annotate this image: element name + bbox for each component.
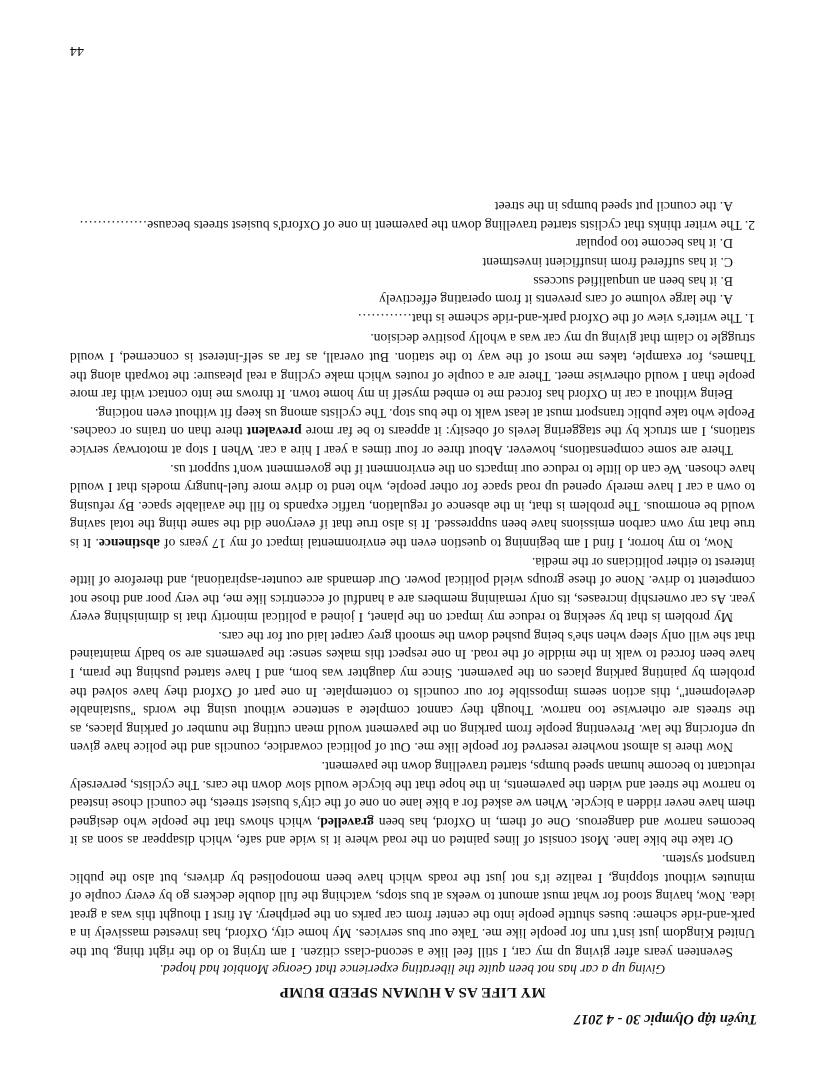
page-number: 44 [70, 43, 84, 58]
question-list [70, 197, 755, 327]
paragraph [70, 626, 755, 756]
paragraph-text: Or take the bike lane. Most consist of lines painted on the road where it is wide and safe, which disappear as soon as it becomes narrow and dangerous. One of them, in Oxford, has been [70, 814, 755, 849]
answer-option: B. it has been an unqualified success [533, 273, 733, 289]
article-body [70, 329, 755, 961]
book-header: Tuyển tập Olympic 30 - 4 2017 [573, 1011, 757, 1027]
paragraph-text: there than on trains or coaches. People who take public transport must at least walk to the bus stop. The cyclists among us keep fit without even noticing. [70, 405, 755, 440]
paragraph-text: Seventeen years after giving up my car, I still feel like a second-class citizen. I am trying to do the right thing, but the United Kingdom just isn't run for people like me. Take our bus services. My home city, Oxford, has invested massively in a park-and-ride scheme: buses shuttle people into the center from car parks on the periphery. At first I thought this was a great idea. Now, having stood for what must amount to weeks at bus stops, watching the full double deckers go by every couple of minutes without stopping, I realize it's not just the roads which have been monopolised by drivers, but also the public transport system. [70, 852, 755, 960]
article-title: MY LIFE AS A HUMAN SPEED BUMP [279, 984, 546, 1000]
question-stem: 1. The writer's view of the Oxford park-and-ride scheme is that………… [357, 310, 755, 326]
question-stem: 2. The writer thinks that cyclists started travelling down the pavement in one of Oxford's busiest streets because…………… [79, 217, 755, 233]
bold-word: prevalent [246, 424, 302, 440]
paragraph-text: Now there is almost nowhere reserved for people like me. Out of political cowardice, councils and the police have given up enforcing the law. Preventing people from parking on the pavement would mean cutting the number of parking places, as the streets are otherwise too narrow. Though they cannot complete a sentence without using the words "sustainable development", this action seems impossible for our councils to contemplate. In one part of Oxford they have solved the problem by painting parking places on the pavement. Since my daughter was born, and I have started pushing the pram, I have been forced to walk in the middle of the road. In one respect this makes sense: the pavements are so badly maintained that she will only sleep when she's being pushed down the smooth grey carpet laid out for the cars. [70, 628, 755, 756]
bold-word: abstinence [98, 535, 161, 551]
paragraph [70, 403, 755, 459]
paragraph-text: Being without a car in Oxford has forced me to embed myself in my home town. It throws me into contact with far more people than I would otherwise meet. There are a couple of routes which make cycling a real pleasure: the towpath along the Thames, for example, takes me most of the way to the station. But overall, as far as self-interest is concerned, I would struggle to claim that giving up my car was a wholly positive decision. [70, 331, 755, 403]
paragraph [70, 849, 755, 961]
answer-option: A. the council put speed bumps in the street [494, 199, 733, 215]
paragraph-text: . It is true that my own carbon emissions have been suppressed. It is also true that if everyone did the same thing the total saving would be enormous. The problem is that, in the absence of regulation, traffic expands to fill the available space. By refusing to own a car I have merely opened up road space for other people, who tend to drive more fuel-hungry models that I would have chosen. We can do little to reduce our impacts on the environment if the government won't support us. [70, 461, 755, 551]
paragraph [70, 756, 755, 849]
paragraph-text: Now, to my horror, I find I am beginning to question even the environmental impact of my 17 years of [160, 535, 733, 551]
paragraph-text: , which shows that the people who designed them have never ridden a bicycle. When we asked for a bike lane on one of the city's busiest streets, the council chose instead to narrow the street and widen the pavements, in the hope that the bicycle would slow down the cars. The cyclists, perversely reluctant to become human speed bumps, started travelling down the pavement. [70, 759, 755, 830]
answer-option: D. it has become too popular [575, 236, 733, 252]
paragraph [70, 552, 755, 626]
article-subtitle: Giving up a car has not been quite the liberating experience that George Monbiot had hoped. [159, 962, 666, 977]
answer-option: A. the large volume of cars prevents it from operating effectively [379, 292, 733, 308]
answer-option: C. it has suffered from insufficient investment [482, 255, 733, 271]
paragraph-text: There are some compensations, however. About three or four times a year I hire a car. When I stop at motorway service stations, I am struck by the staggering levels of obesity: it appears to be far more [70, 424, 755, 458]
bold-word: gravelled [320, 814, 374, 830]
paragraph [70, 459, 755, 552]
paragraph-text: My problem is that by seeking to reduce my impact on the planet, I joined a political minority that is diminishing every year. As car ownership increases, its only remaining members are a handful of eccentrics like me, the very poor and those not competent to drive. None of these groups wield political power. Our demands are counter-aspirational, and therefore of little interest to either politicians or the media. [70, 554, 755, 626]
paragraph [70, 329, 755, 403]
